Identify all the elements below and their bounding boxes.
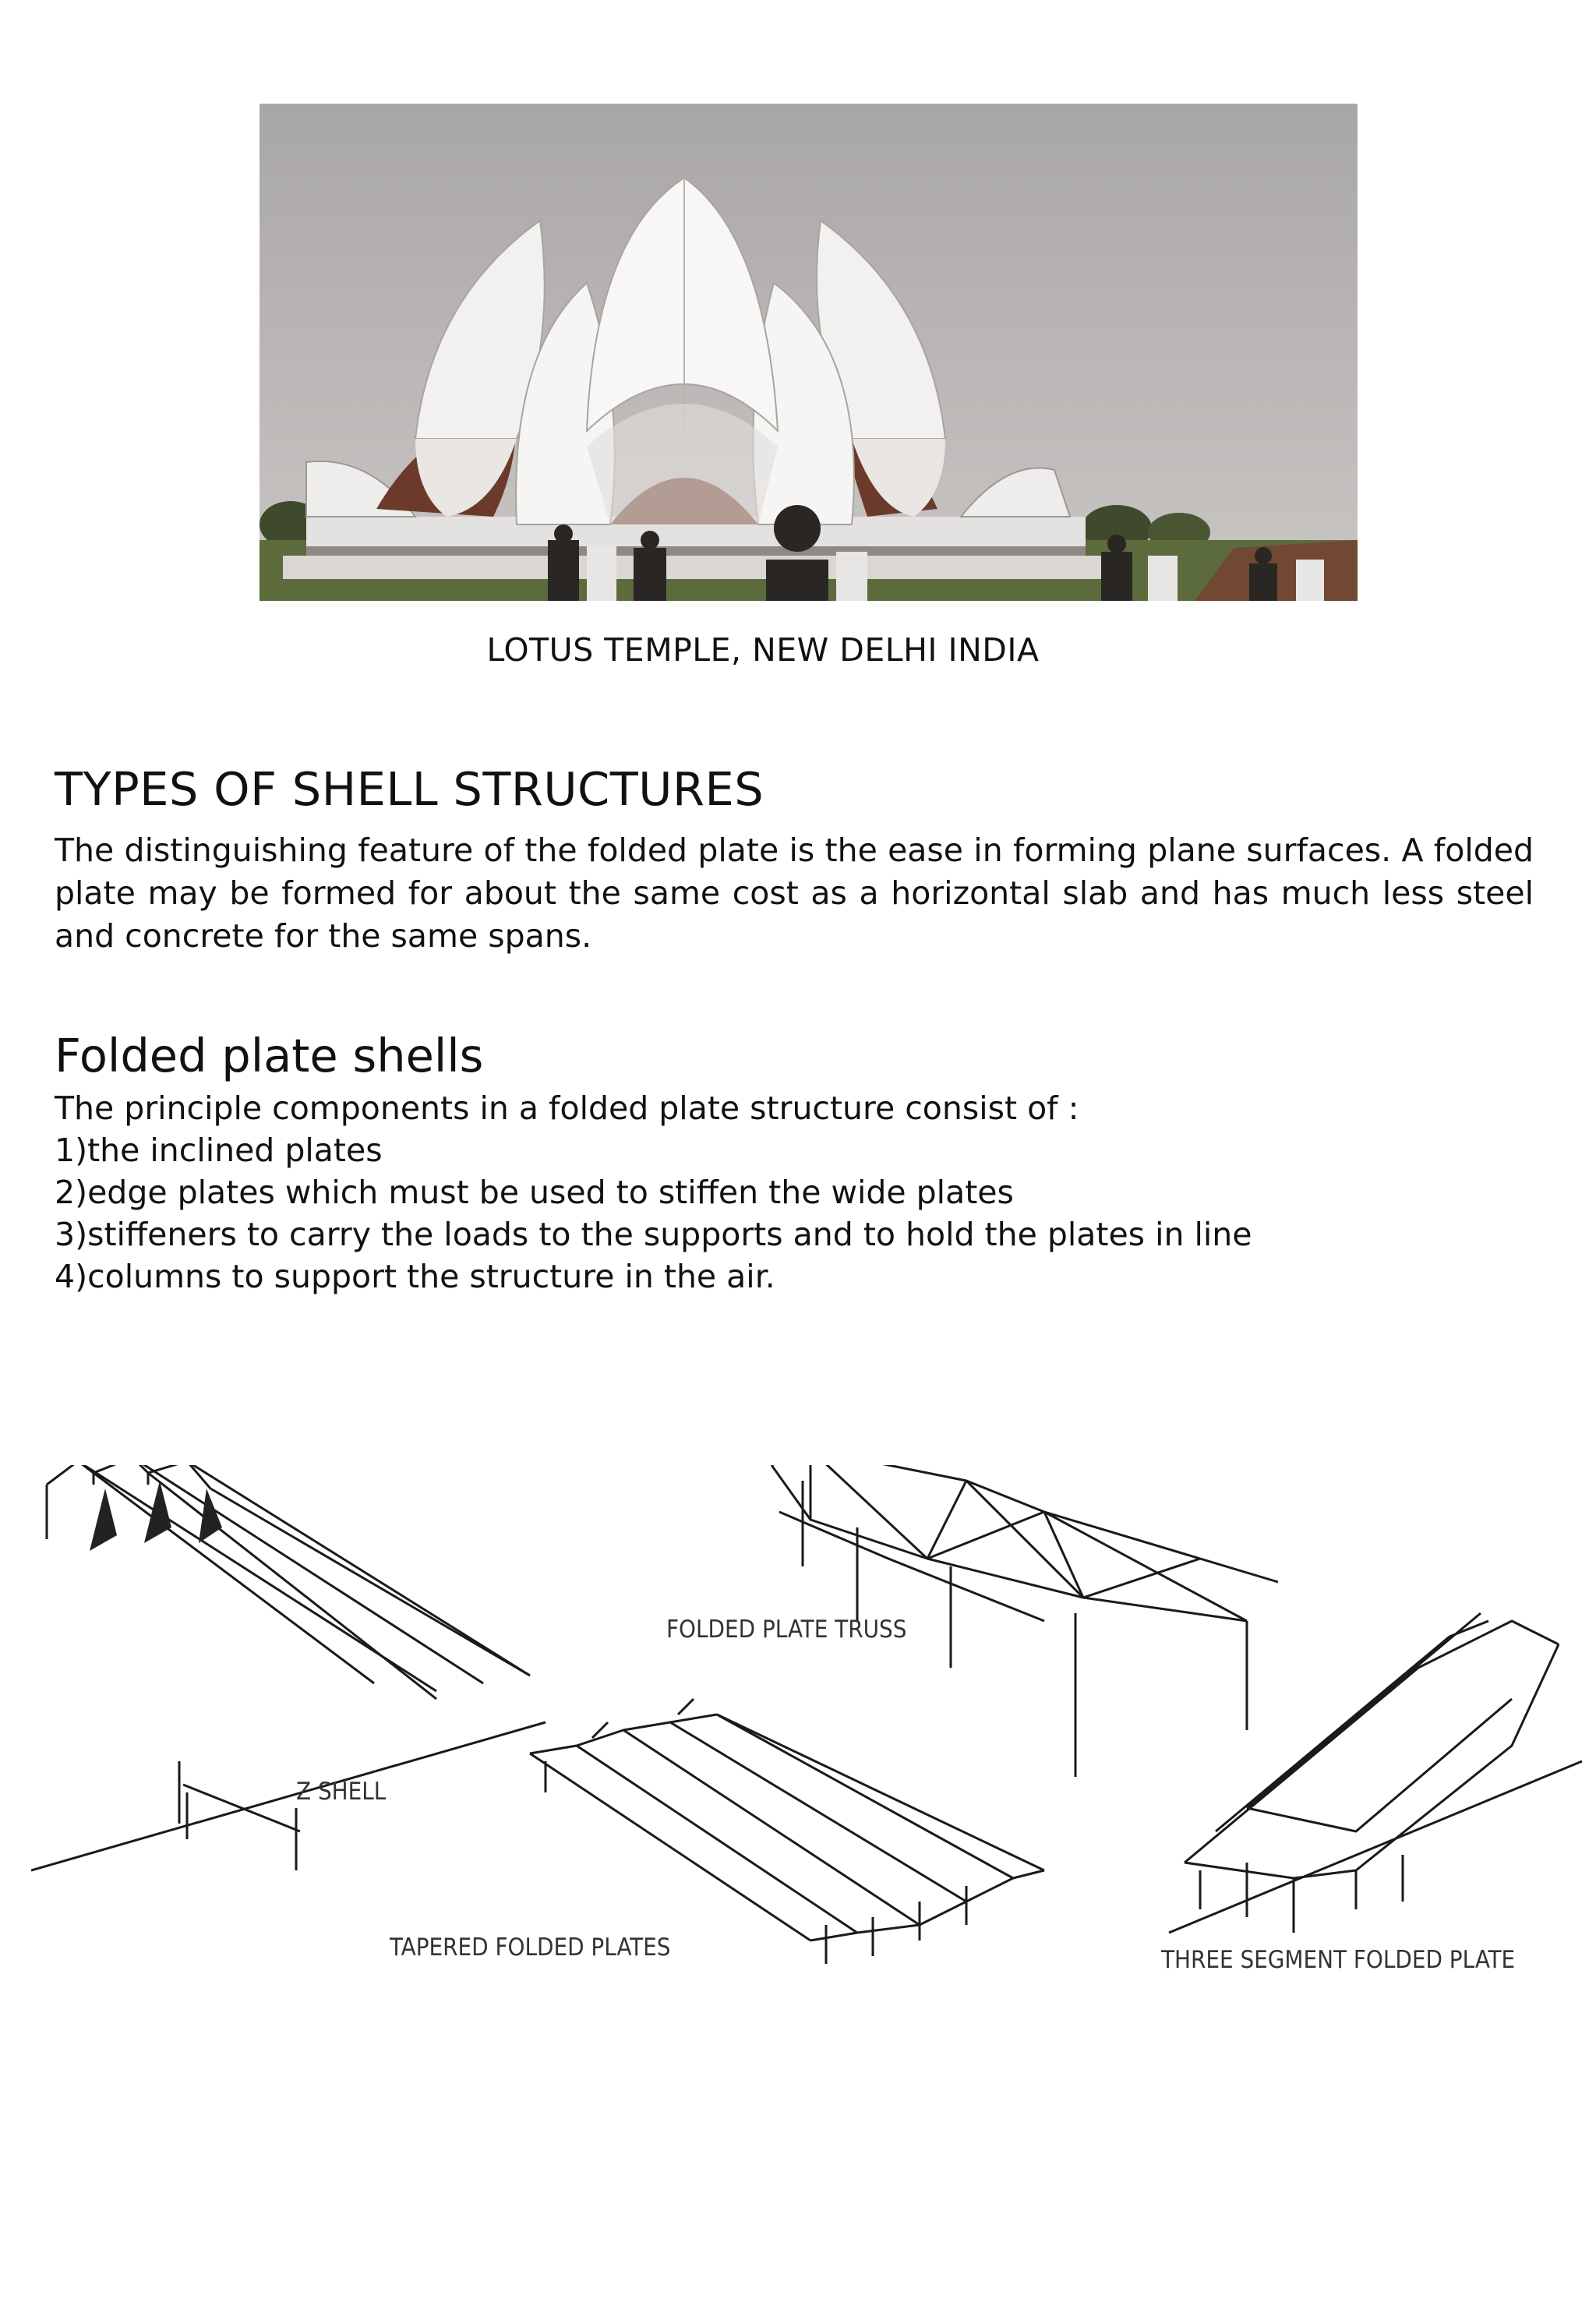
tapered-folded-plates-drawing <box>530 1699 1044 1964</box>
z-shell-label: Z SHELL <box>296 1778 387 1806</box>
components-list <box>55 1087 1252 1298</box>
lotus-temple-photo <box>260 104 1358 601</box>
folded-plate-truss-label: FOLDED PLATE TRUSS <box>666 1616 907 1644</box>
list-item: 1)the inclined plates <box>55 1132 383 1169</box>
list-item: 3)stiffeners to carry the loads to the supports and to hold the plates in line <box>55 1216 1252 1253</box>
tapered-folded-plates-label: TAPERED FOLDED PLATES <box>390 1933 671 1962</box>
components-lead: The principle components in a folded plate structure consist of : <box>55 1089 1079 1127</box>
photo-caption-text: LOTUS TEMPLE, NEW DELHI INDIA <box>486 631 1040 669</box>
photo-caption <box>0 631 1596 669</box>
folded-plate-diagram <box>31 1465 1590 2011</box>
list-item: 4)columns to support the structure in the air. <box>55 1258 775 1295</box>
intro-paragraph: The distinguishing feature of the folded plate is the ease in forming plane surfaces. A folded plate may be formed for about the same cost as a horizontal slab and has much less steel and concrete for the same spans. <box>55 832 1534 955</box>
subsection-title: Folded plate shells <box>55 1029 484 1082</box>
list-item: 2)edge plates which must be used to stiffen the wide plates <box>55 1174 1014 1211</box>
z-shell-drawing <box>31 1465 546 1870</box>
section-title: TYPES OF SHELL STRUCTURES <box>55 762 764 816</box>
three-segment-folded-plate-drawing <box>1169 1613 1582 1933</box>
three-segment-folded-plate-label: THREE SEGMENT FOLDED PLATE <box>1161 1946 1516 1974</box>
